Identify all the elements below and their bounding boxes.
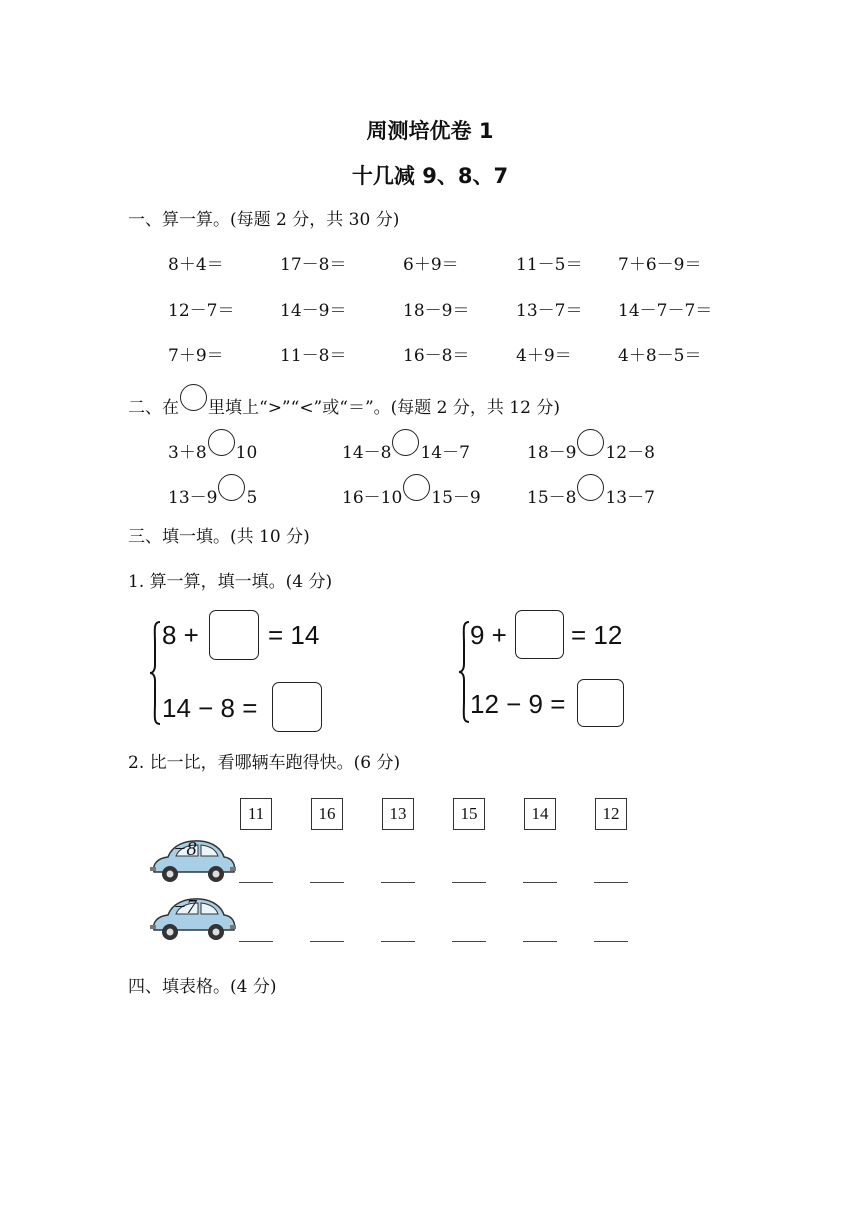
answer-box-a2[interactable] [272, 682, 322, 732]
car-1-answer-blank[interactable] [310, 882, 344, 883]
question-2: 2. 比一比，看哪辆车跑得快。(6 分) [128, 753, 401, 773]
compare-left: 18－9 [527, 443, 577, 463]
compare-circle[interactable] [577, 429, 604, 456]
arithmetic-problem: 12－7＝ [168, 301, 235, 321]
compare-right: 14－7 [420, 443, 470, 463]
equation-a2-left: 14 − 8 = [162, 693, 258, 723]
compare-item [342, 437, 470, 464]
equation-b1-left: 9 + [470, 620, 507, 650]
compare-item [527, 482, 655, 509]
arithmetic-problem: 7＋9＝ [168, 346, 224, 366]
section-2-heading [128, 392, 560, 419]
arithmetic-problem: 14－9＝ [280, 301, 347, 321]
question-1: 1. 算一算，填一填。(4 分) [128, 572, 333, 592]
compare-circle[interactable] [208, 429, 235, 456]
brace-left-b [457, 620, 471, 724]
car-1-answer-blank[interactable] [452, 882, 486, 883]
compare-left: 3＋8 [168, 443, 207, 463]
number-box: 12 [595, 798, 627, 830]
arithmetic-problem: 11－8＝ [280, 346, 347, 366]
arithmetic-problem: 13－7＝ [516, 301, 583, 321]
car-2-answer-blank[interactable] [523, 941, 557, 942]
car-2-answer-blank[interactable] [310, 941, 344, 942]
arithmetic-problem: 4＋8－5＝ [618, 346, 702, 366]
equation-b1-right: = 12 [571, 620, 623, 650]
arithmetic-problem: 14－7－7＝ [618, 301, 713, 321]
section-4-heading: 四、填表格。(4 分) [128, 977, 277, 997]
arithmetic-problem: 16－8＝ [403, 346, 470, 366]
car-2-answer-blank[interactable] [594, 941, 628, 942]
circle-icon [180, 384, 207, 411]
section-3-heading: 三、填一填。(共 10 分) [128, 527, 310, 547]
compare-circle[interactable] [577, 474, 604, 501]
arithmetic-problem: 4＋9＝ [516, 346, 572, 366]
worksheet-title: 周测培优卷 1 [366, 119, 494, 143]
compare-right: 5 [246, 488, 258, 508]
compare-right: 13－7 [605, 488, 655, 508]
compare-item [168, 482, 257, 509]
compare-item [168, 437, 257, 464]
compare-left: 14－8 [342, 443, 392, 463]
number-box: 13 [382, 798, 414, 830]
car-2-answer-blank[interactable] [452, 941, 486, 942]
answer-box-b2[interactable] [577, 679, 624, 727]
car-2-answer-blank[interactable] [381, 941, 415, 942]
car-2-answer-blank[interactable] [239, 941, 273, 942]
section-2-heading-post: 里填上“>”“<”或“＝”。(每题 2 分，共 12 分) [208, 398, 560, 418]
worksheet-subtitle: 十几减 9、8、7 [351, 164, 509, 188]
compare-circle[interactable] [218, 474, 245, 501]
number-box: 11 [240, 798, 272, 830]
answer-box-b1[interactable] [515, 610, 564, 659]
car-2-label: −7 [173, 896, 197, 918]
compare-item [527, 437, 655, 464]
section-1-heading: 一、算一算。(每题 2 分，共 30 分) [128, 210, 400, 230]
compare-right: 15－9 [431, 488, 481, 508]
arithmetic-problem: 11－5＝ [516, 255, 583, 275]
compare-circle[interactable] [403, 474, 430, 501]
compare-left: 16－10 [342, 488, 403, 508]
arithmetic-problem: 7＋6－9＝ [618, 255, 702, 275]
arithmetic-problem: 6＋9＝ [403, 255, 459, 275]
compare-circle[interactable] [392, 429, 419, 456]
car-1-answer-blank[interactable] [523, 882, 557, 883]
compare-item [342, 482, 481, 509]
number-box: 15 [453, 798, 485, 830]
compare-left: 15－8 [527, 488, 577, 508]
section-2-heading-pre: 二、在 [128, 398, 179, 418]
car-1-answer-blank[interactable] [239, 882, 273, 883]
brace-left-a [148, 620, 162, 726]
car-1-answer-blank[interactable] [594, 882, 628, 883]
compare-right: 12－8 [605, 443, 655, 463]
car-1-label: −8 [173, 838, 197, 860]
arithmetic-problem: 17－8＝ [280, 255, 347, 275]
arithmetic-problem: 8＋4＝ [168, 255, 224, 275]
arithmetic-problem: 18－9＝ [403, 301, 470, 321]
compare-right: 10 [235, 443, 258, 463]
number-box: 16 [311, 798, 343, 830]
answer-box-a1[interactable] [209, 610, 259, 660]
car-1-answer-blank[interactable] [381, 882, 415, 883]
equation-a1-left: 8 + [162, 620, 199, 650]
compare-left: 13－9 [168, 488, 218, 508]
number-box: 14 [524, 798, 556, 830]
equation-a1-right: = 14 [268, 620, 320, 650]
equation-b2-left: 12 − 9 = [470, 689, 566, 719]
